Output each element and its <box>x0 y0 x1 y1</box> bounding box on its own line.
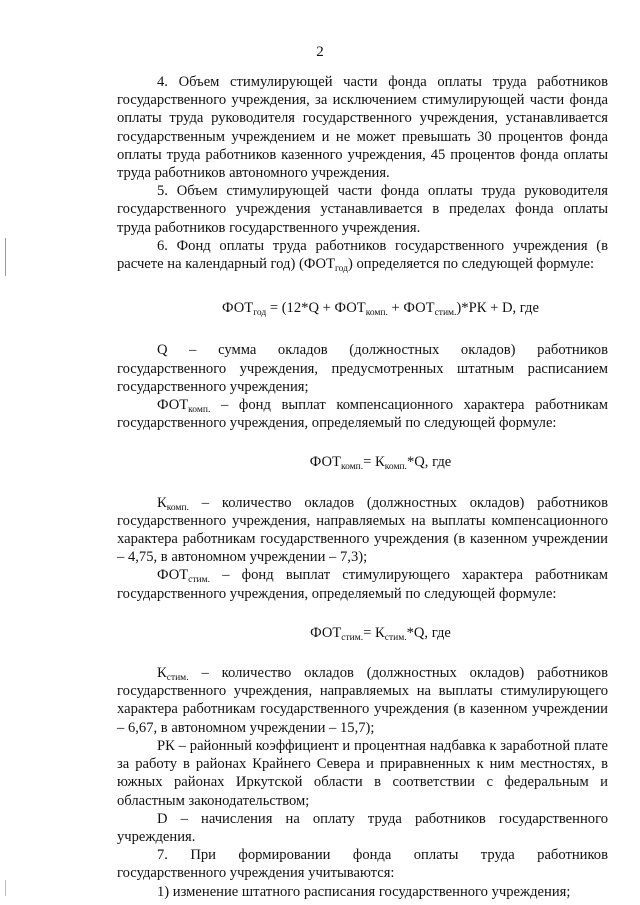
formula-term: *Q, где <box>406 454 452 471</box>
paragraph-5: 5. Объем стимулирующей части фонда оплаты труда руководителя государственного учреждения устанавливается в пределах фонда оплаты труда работников государственного учреждения. <box>117 183 608 236</box>
subscript: комп. <box>166 502 189 513</box>
scan-margin-mark <box>5 880 6 896</box>
term: К <box>157 494 167 511</box>
term: ФОТ <box>157 567 189 584</box>
subscript: год <box>335 264 348 275</box>
definition-k-stim <box>117 664 608 737</box>
term: К <box>157 665 167 682</box>
formula-term: = К <box>363 454 385 471</box>
subscript: комп. <box>384 462 407 473</box>
paragraph-7: 7. При формировании фонда оплаты труда работников государственного учреждения учитываются: <box>117 847 608 882</box>
definition-text: – количество окладов (должностных окладов) работников государственного учреждения, направляемых на выплаты компенсационного характера работникам государственного учреждения (в казенном учреждении – 4,75, в автономном учреждении – 7,3); <box>117 494 608 566</box>
formula-term: )*РК + D, где <box>456 300 539 317</box>
definition-text: – фонд выплат компенсационного характера работникам государственного учреждения, определяемый по следующей формуле: <box>117 397 608 432</box>
formula-term: ФОТ <box>310 624 342 641</box>
formula-fot-komp <box>117 453 608 471</box>
term: ФОТ <box>157 397 189 414</box>
subscript: стим. <box>434 308 457 319</box>
subscript: стим. <box>384 632 407 643</box>
formula-fot-year <box>117 299 608 317</box>
subscript: комп. <box>188 405 211 416</box>
definition-q: Q – сумма окладов (должностных окладов) работников государственного учреждения, предусмотренных штатным расписанием государственного учреждения; <box>117 342 608 395</box>
definition-text: – количество окладов (должностных окладов) работников государственного учреждения, направляемых на выплаты стимулирующего характера работникам государственного учреждения (в казенном учреждении – 6,67, в автономном учреждении – 15,7); <box>117 665 608 736</box>
formula-term: = (12*Q + ФОТ <box>266 300 366 317</box>
definition-k-komp <box>117 494 608 567</box>
subscript: стим. <box>188 575 211 586</box>
definition-fot-komp <box>117 396 608 432</box>
subscript: стим. <box>341 632 364 643</box>
definition-text: – фонд выплат стимулирующего характера работникам государственного учреждения, определяемый по следующей формуле: <box>117 567 608 602</box>
paragraph-6-text: 6. Фонд оплаты труда работников государственного учреждения (в расчете на календарный год) (ФОТ <box>117 237 608 273</box>
paragraph-6-text-end: ) определяется по следующей формуле: <box>347 256 595 273</box>
subscript: стим. <box>166 673 189 684</box>
formula-term: + ФОТ <box>387 300 435 317</box>
formula-term: ФОТ <box>309 454 341 471</box>
paragraph-4: 4. Объем стимулирующей части фонда оплаты труда работников государственного учреждения, за исключением стимулирующей части фонда оплаты труда руководителя государственного учреждения, устанавливается государственным учреждением и не может превышать 30 процентов фонда оплаты труда работников казенного учреждения, 45 процентов фонда оплаты труда работников автономного учреждения. <box>117 74 608 182</box>
definition-fot-stim <box>117 566 608 602</box>
subscript: комп. <box>365 308 388 319</box>
formula-term: = К <box>363 624 385 641</box>
formula-term: ФОТ <box>222 300 254 317</box>
subscript: комп. <box>340 462 364 473</box>
page-number: 2 <box>316 44 324 60</box>
definition-rk: РК – районный коэффициент и процентная надбавка к заработной плате за работу в районах Крайнего Севера и приравненных к ним местностях, в южных районах Иркутской области в соответствии с федеральным и областным законодательством; <box>117 737 608 809</box>
scan-margin-mark <box>5 238 6 276</box>
document-body <box>117 73 608 901</box>
formula-fot-stim <box>117 624 608 642</box>
paragraph-6 <box>117 237 608 273</box>
subscript: год <box>253 308 267 319</box>
definition-d: D – начисления на оплату труда работников государственного учреждения. <box>117 810 608 845</box>
formula-term: *Q, где <box>406 624 451 641</box>
paragraph-7-item-1: 1) изменение штатного расписания государственного учреждения; <box>157 883 571 900</box>
